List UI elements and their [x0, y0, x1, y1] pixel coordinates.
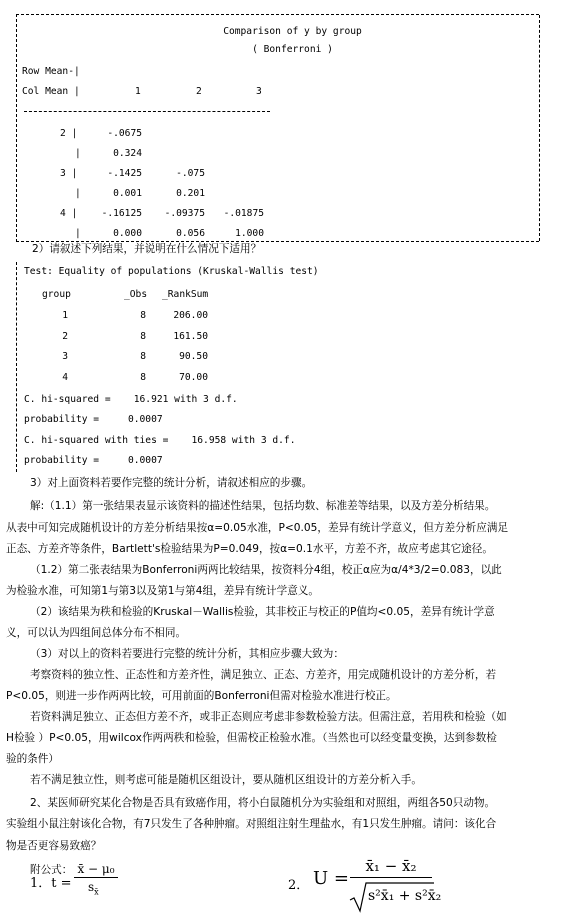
p-value-cell: 0.324 [113, 148, 142, 159]
answer-line: （2）该结果为秩和检验的Kruskal－Wallis检验，其非校正与校正的P值均<0.05，差异有统计学意 [30, 606, 495, 618]
kruskal-ranksum-cell: 161.50 [173, 330, 208, 342]
kruskal-group-cell: 1 [62, 310, 68, 321]
bonferroni-subtitle: ( Bonferroni ) [252, 44, 333, 55]
probability-ties-line: probability = 0.0007 [24, 455, 163, 466]
col-header-1: 1 [135, 86, 141, 97]
kruskal-header-obs: _Obs [124, 289, 148, 300]
chi2-ties-line: C. hi-squared with ties = 16.958 with 3 d.f. [24, 435, 296, 446]
answer-line: 为检验水准，可知第1与第3以及第1与第4组，差异有统计学意义。 [6, 585, 319, 597]
answer-line: 验的条件） [6, 753, 59, 765]
bonferroni-title: Comparison of y by group [223, 26, 362, 37]
p-value-cell: 0.056 [176, 228, 205, 239]
answer-line: 实验组小鼠注射该化合物，有7只发生了各种肿瘤。对照组注射生理盐水，有1只发生肿瘤。请问：该化合 [6, 818, 497, 830]
p-value-cell: 1.000 [235, 228, 264, 239]
answer-line: 物是否更容易致癌？ [6, 840, 102, 852]
kruskal-output-border [16, 262, 18, 472]
row-mean-header: Row Mean-| [22, 66, 80, 77]
kruskal-group-cell: 2 [62, 330, 68, 342]
chi2-line: C. hi-squared = 16.921 with 3 d.f. [24, 394, 238, 405]
mean-difference-cell: -.01875 [223, 208, 264, 219]
mean-difference-cell: -.16125 [101, 208, 142, 219]
p-value-cell: 0.000 [113, 228, 142, 239]
row-label: 2 | [60, 128, 78, 139]
p-value-cell: 0.201 [176, 188, 205, 199]
mean-difference-cell: -.0675 [107, 128, 142, 139]
kruskal-header-ranksum: _RankSum [162, 289, 209, 300]
kruskal-obs-cell: 8 [140, 330, 146, 342]
kruskal-ranksum-cell: 206.00 [173, 310, 208, 321]
col-mean-header: Col Mean | [22, 86, 80, 97]
answer-line: 2、某医师研究某化合物是否具有致癌作用，将小白鼠随机分为实验组和对照组，两组各50只动物。 [30, 797, 496, 809]
formula-1-numerator: x̄ − μ₀ [74, 861, 118, 878]
answer-line: H检验 ）P<0.05，用wilcox作两两秩和检验，但需校正检验水准。（当然也可以经变量变换，达到参数检 [6, 732, 497, 744]
kruskal-ranksum-cell: 70.00 [179, 371, 208, 383]
formula-2-label: 2． [288, 878, 310, 893]
table-separator [24, 111, 270, 112]
row-divider: | [75, 148, 81, 159]
answer-line: 若不满足独立性，则考虑可能是随机区组设计，要从随机区组设计的方差分析入手。 [30, 774, 422, 786]
formula-2-radicand: s²x̄₁ + s²x̄₂ [368, 888, 442, 904]
formula-1-denominator: $s_{x̄}$ [88, 880, 99, 897]
mean-difference-cell: -.1425 [107, 168, 142, 179]
question-2: 2）请叙述下列结果，并说明在什么情况下适用？ [32, 243, 262, 255]
kruskal-header-group: group [42, 289, 71, 300]
answer-line: 义，可以认为四组间总体分布不相同。 [6, 627, 187, 639]
kruskal-group-cell: 3 [62, 351, 68, 362]
row-divider: | [75, 228, 81, 239]
kruskal-title: Test: Equality of populations (Kruskal-Wallis test) [24, 266, 319, 277]
mean-difference-cell: -.09375 [164, 208, 205, 219]
answer-line: 附公式： [30, 864, 73, 876]
row-divider: | [75, 188, 81, 199]
answer-line: （3）对以上的资料若要进行完整的统计分析，其相应步骤大致为： [30, 648, 344, 660]
answer-line: P<0.05，则进一步作两两比较，可用前面的Bonferroni但需对检验水准进行校正。 [6, 690, 397, 702]
col-header-3: 3 [256, 86, 262, 97]
formula-2-numerator: x̄₁ − x̄₂ [350, 855, 432, 878]
probability-line: probability = 0.0007 [24, 414, 163, 425]
answer-line: 从表中可知完成随机设计的方差分析结果按α=0.05水准，P<0.05，差异有统计学意义，但方差分析应满足 [6, 522, 509, 534]
answer-line: 解:（1.1）第一张结果表显示该资料的描述性结果，包括均数、标准差等结果，以及方差分析结果。 [30, 500, 496, 512]
kruskal-obs-cell: 8 [140, 310, 146, 321]
formula-2-lhs: U = [313, 868, 349, 889]
row-label: 3 | [60, 168, 78, 179]
answer-line: 若资料满足独立、正态但方差不齐，或非正态则应考虑非参数检验方法。但需注意，若用秩和检验（如 [30, 711, 507, 723]
row-label: 4 | [60, 208, 78, 219]
mean-difference-cell: -.075 [176, 168, 205, 179]
formula-1-label: 1．t = [30, 876, 72, 891]
kruskal-ranksum-cell: 90.50 [179, 351, 208, 362]
p-value-cell: 0.001 [113, 188, 142, 199]
kruskal-obs-cell: 8 [140, 351, 146, 362]
question-3: 3）对上面资料若要作完整的统计分析，请叙述相应的步骤。 [30, 477, 313, 489]
answer-line: （1.2）第二张表结果为Bonferroni两两比较结果，按资料分4组，校正α应为α/4*3/2=0.083，以此 [30, 564, 502, 576]
answer-line: 考察资料的独立性、正态性和方差齐性，满足独立、正态、方差齐，用完成随机设计的方差分析，若 [30, 669, 497, 681]
answer-line: 正态、方差齐等条件，Bartlett's检验结果为P=0.049，按α=0.1水平，方差不齐，故应考虑其它途径。 [6, 543, 493, 555]
col-header-2: 2 [196, 86, 202, 97]
kruskal-obs-cell: 8 [140, 371, 146, 383]
kruskal-group-cell: 4 [62, 371, 68, 383]
